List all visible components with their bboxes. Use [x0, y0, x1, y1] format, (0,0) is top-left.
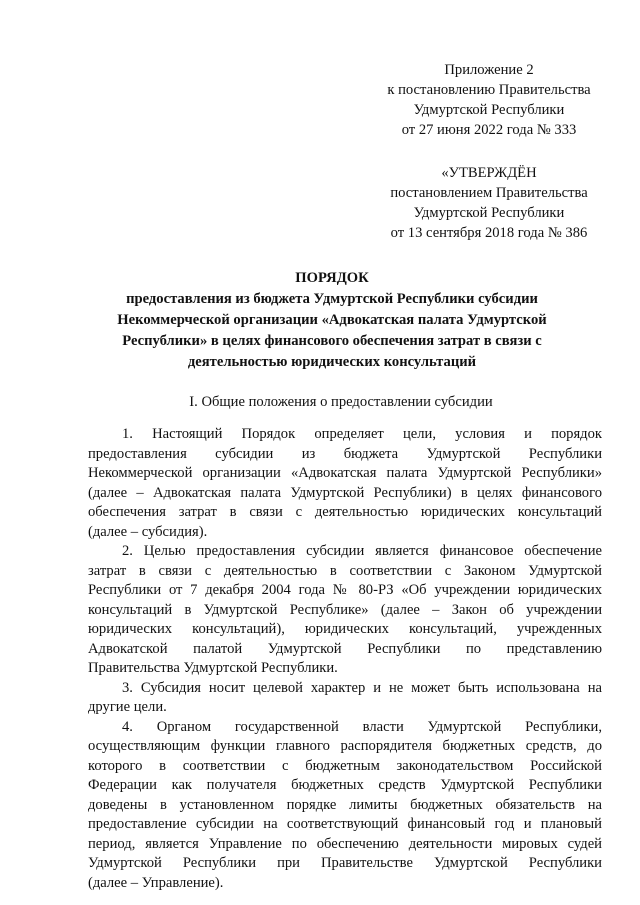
body-line: предоставления субсидии из бюджета Удмуртской Республики: [88, 445, 602, 462]
body-line: Правительства Удмуртской Республики.: [88, 660, 338, 676]
body-line: Адвокатской палатой Удмуртской Республики по представлению: [88, 640, 602, 657]
body-line: 1. Настоящий Порядок определяет цели, условия и порядок: [122, 426, 602, 442]
approval-stamp: [380, 163, 598, 243]
document-subtitle-line: Республики» в целях финансового обеспечения затрат в связи с: [122, 333, 542, 349]
body-line: (далее – Управление).: [88, 874, 224, 891]
document-subtitle-line: предоставления из бюджета Удмуртской Республики субсидии: [126, 291, 538, 307]
body-line: другие цели.: [88, 699, 167, 715]
paragraph-2: [88, 542, 602, 679]
document-title-block: [80, 268, 584, 373]
body-line: затрат в связи с деятельностью в соответствии с Законом Удмуртской: [88, 562, 602, 579]
body-line: предоставление субсидии на соответствующий финансовый год и плановый: [88, 816, 602, 832]
document-title: ПОРЯДОК: [295, 270, 369, 286]
document-body: [88, 425, 602, 893]
document-subtitle-line: деятельностью юридических консультаций: [187, 354, 477, 370]
body-line: Некоммерческой организации «Адвокатская палата Удмуртской Республики»: [88, 465, 602, 481]
appendix-line: Удмуртской Республики: [413, 102, 565, 118]
appendix-line: от 27 июня 2022 года № 333: [401, 122, 577, 138]
approval-line: «УТВЕРЖДЁН: [441, 165, 537, 181]
paragraph-4: [88, 718, 602, 894]
body-line: 2. Целью предоставления субсидии является финансовое обеспечение: [122, 543, 602, 559]
body-line: Удмуртской Республики при Правительстве Удмуртской Республики: [88, 855, 602, 871]
body-line: (далее – субсидия).: [88, 523, 208, 540]
paragraph-3: [88, 679, 602, 718]
approval-line: от 13 сентября 2018 года № 386: [390, 225, 588, 241]
appendix-stamp: [380, 60, 598, 140]
body-line: период, является Управление по обеспечению деятельности мировых судей: [88, 835, 602, 852]
paragraph-1: [88, 425, 602, 542]
approval-line: постановлением Правительства: [390, 185, 588, 201]
appendix-line: Приложение 2: [444, 62, 534, 78]
body-line: осуществляющим функции главного распорядителя бюджетных средств, до: [88, 738, 602, 754]
body-line: Республики от 7 декабря 2004 года № 80-РЗ «Об учреждении юридических: [88, 582, 602, 598]
appendix-line: к постановлению Правительства: [387, 82, 591, 98]
body-line: Федерации как получателя бюджетных средств Удмуртской Республики: [88, 777, 602, 793]
body-line: (далее – Адвокатская палата Удмуртской Республики) в целях финансового: [88, 484, 602, 501]
body-line: юридических консультаций), юридических консультаций, учрежденных: [88, 621, 602, 637]
body-line: которого в соответствии с бюджетным законодательством Российской: [88, 757, 602, 774]
body-line: доведены в установленном порядке лимиты бюджетных обязательств на: [88, 796, 602, 813]
body-line: обеспечения затрат в связи с деятельностью юридических консультаций: [88, 504, 602, 520]
section-heading: I. Общие положения о предоставлении субсидии: [189, 394, 493, 410]
body-line: консультаций в Удмуртской Республике» (далее – Закон об учреждении: [88, 601, 602, 618]
document-subtitle-line: Некоммерческой организации «Адвокатская палата Удмуртской: [117, 312, 547, 328]
body-line: 4. Органом государственной власти Удмуртской Республики,: [122, 718, 602, 735]
approval-line: Удмуртской Республики: [413, 205, 565, 221]
body-line: 3. Субсидия носит целевой характер и не может быть использована на: [122, 679, 602, 696]
